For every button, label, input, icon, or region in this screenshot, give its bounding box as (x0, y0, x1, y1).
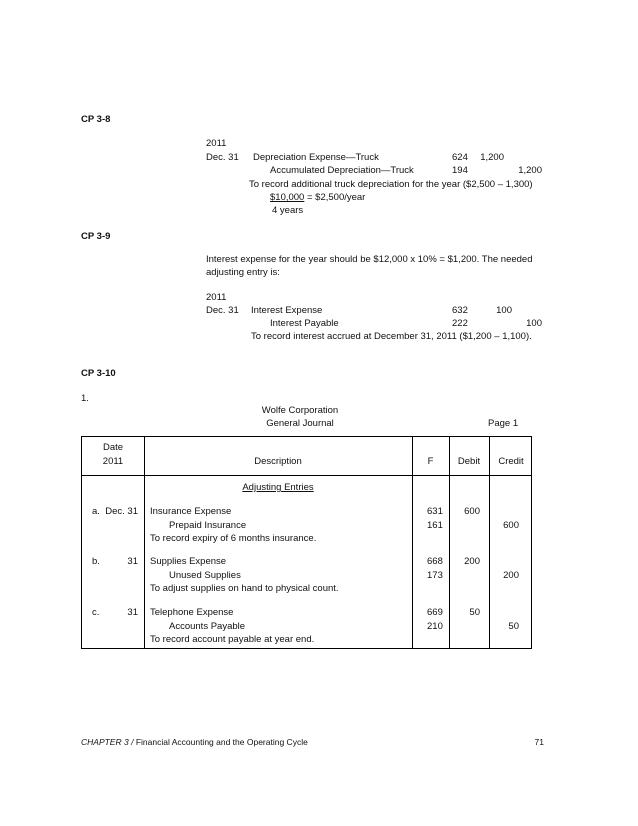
cp39-date: Dec. 31 (206, 305, 239, 316)
header-divider (82, 475, 531, 476)
entry-credit-account: Prepaid Insurance (169, 520, 247, 531)
cp39-debit-account: Interest Expense (251, 305, 323, 316)
entry-debit-amount: 600 (464, 506, 480, 517)
cp310-journal-title: General Journal (266, 418, 334, 429)
entry-credit-f: 210 (427, 621, 443, 632)
page-footer (81, 737, 308, 747)
cp39-credit-amount: 100 (526, 318, 542, 329)
cp39-para-line1: Interest expense for the year should be $12,000 x 10% = $1,200. The needed (206, 254, 533, 265)
cp39-heading: CP 3-9 (81, 231, 111, 242)
entry-debit-account: Supplies Expense (150, 556, 227, 567)
cp310-heading: CP 3-10 (81, 368, 116, 379)
column-divider (489, 437, 490, 648)
cp38-credit-amount: 1,200 (518, 165, 542, 176)
entry-letter: a. (92, 506, 100, 517)
general-journal-table (81, 436, 532, 649)
cp38-explanation: To record additional truck depreciation for the year ($2,500 – 1,300) (249, 179, 533, 190)
column-divider (412, 437, 413, 648)
header-f: F (427, 456, 434, 467)
entry-debit-f: 631 (427, 506, 443, 517)
entry-debit-amount: 200 (464, 556, 480, 567)
cp39-debit-f: 632 (452, 305, 468, 316)
cp39-year: 2011 (206, 292, 227, 303)
header-description: Description (254, 456, 302, 467)
cp39-credit-account: Interest Payable (270, 318, 339, 329)
header-date: Date (102, 442, 124, 453)
entry-debit-amount: 50 (469, 607, 480, 618)
entry-credit-amount: 50 (508, 621, 519, 632)
entry-explanation: To record expiry of 6 months insurance. (150, 533, 317, 544)
column-divider (144, 437, 145, 648)
entry-credit-account: Accounts Payable (169, 621, 246, 632)
entry-debit-f: 669 (427, 607, 443, 618)
entry-credit-f: 161 (427, 520, 443, 531)
entry-letter: b. (92, 556, 100, 567)
header-year: 2011 (102, 456, 124, 467)
cp38-calc-denominator: 4 years (272, 205, 304, 216)
cp39-debit-amount: 100 (496, 305, 512, 316)
entry-explanation: To record account payable at year end. (150, 634, 315, 645)
cp38-date: Dec. 31 (206, 152, 239, 163)
entry-debit-account: Telephone Expense (150, 607, 234, 618)
footer-chapter: CHAPTER 3 (81, 737, 129, 747)
footer-separator: / (128, 737, 136, 747)
cp310-page-label: Page 1 (488, 418, 519, 429)
cp310-company-name: Wolfe Corporation (261, 405, 339, 416)
entry-credit-account: Unused Supplies (169, 570, 241, 581)
cp38-debit-f: 624 (452, 152, 468, 163)
cp38-debit-account: Depreciation Expense—Truck (253, 152, 379, 163)
cp39-explanation: To record interest accrued at December 31, 2011 ($1,200 – 1,100). (251, 331, 532, 342)
entry-letter: c. (92, 607, 100, 618)
header-debit: Debit (457, 456, 481, 467)
entry-credit-amount: 600 (503, 520, 519, 531)
cp38-calc-result: = $2,500/year (304, 192, 366, 203)
section-title: Adjusting Entries (242, 482, 314, 493)
entry-credit-f: 173 (427, 570, 443, 581)
entry-date: Dec. 31 (105, 506, 138, 517)
cp310-part-number: 1. (81, 393, 89, 404)
entry-explanation: To adjust supplies on hand to physical count. (150, 583, 339, 594)
cp38-debit-amount: 1,200 (480, 152, 504, 163)
cp38-calc-numerator: $10,000 (270, 192, 305, 203)
cp38-credit-account: Accumulated Depreciation—Truck (270, 165, 414, 176)
entry-credit-amount: 200 (503, 570, 519, 581)
page-number: 71 (534, 737, 544, 747)
cp39-para-line2: adjusting entry is: (206, 267, 280, 278)
header-credit: Credit (498, 456, 524, 467)
cp38-heading: CP 3-8 (81, 114, 111, 125)
cp38-calculation (270, 192, 365, 203)
entry-debit-f: 668 (427, 556, 443, 567)
cp39-credit-f: 222 (452, 318, 468, 329)
entry-date: 31 (127, 607, 138, 618)
footer-title: Financial Accounting and the Operating Cycle (135, 737, 308, 747)
cp38-credit-f: 194 (452, 165, 468, 176)
cp38-year: 2011 (206, 138, 227, 149)
entry-debit-account: Insurance Expense (150, 506, 232, 517)
entry-date: 31 (127, 556, 138, 567)
